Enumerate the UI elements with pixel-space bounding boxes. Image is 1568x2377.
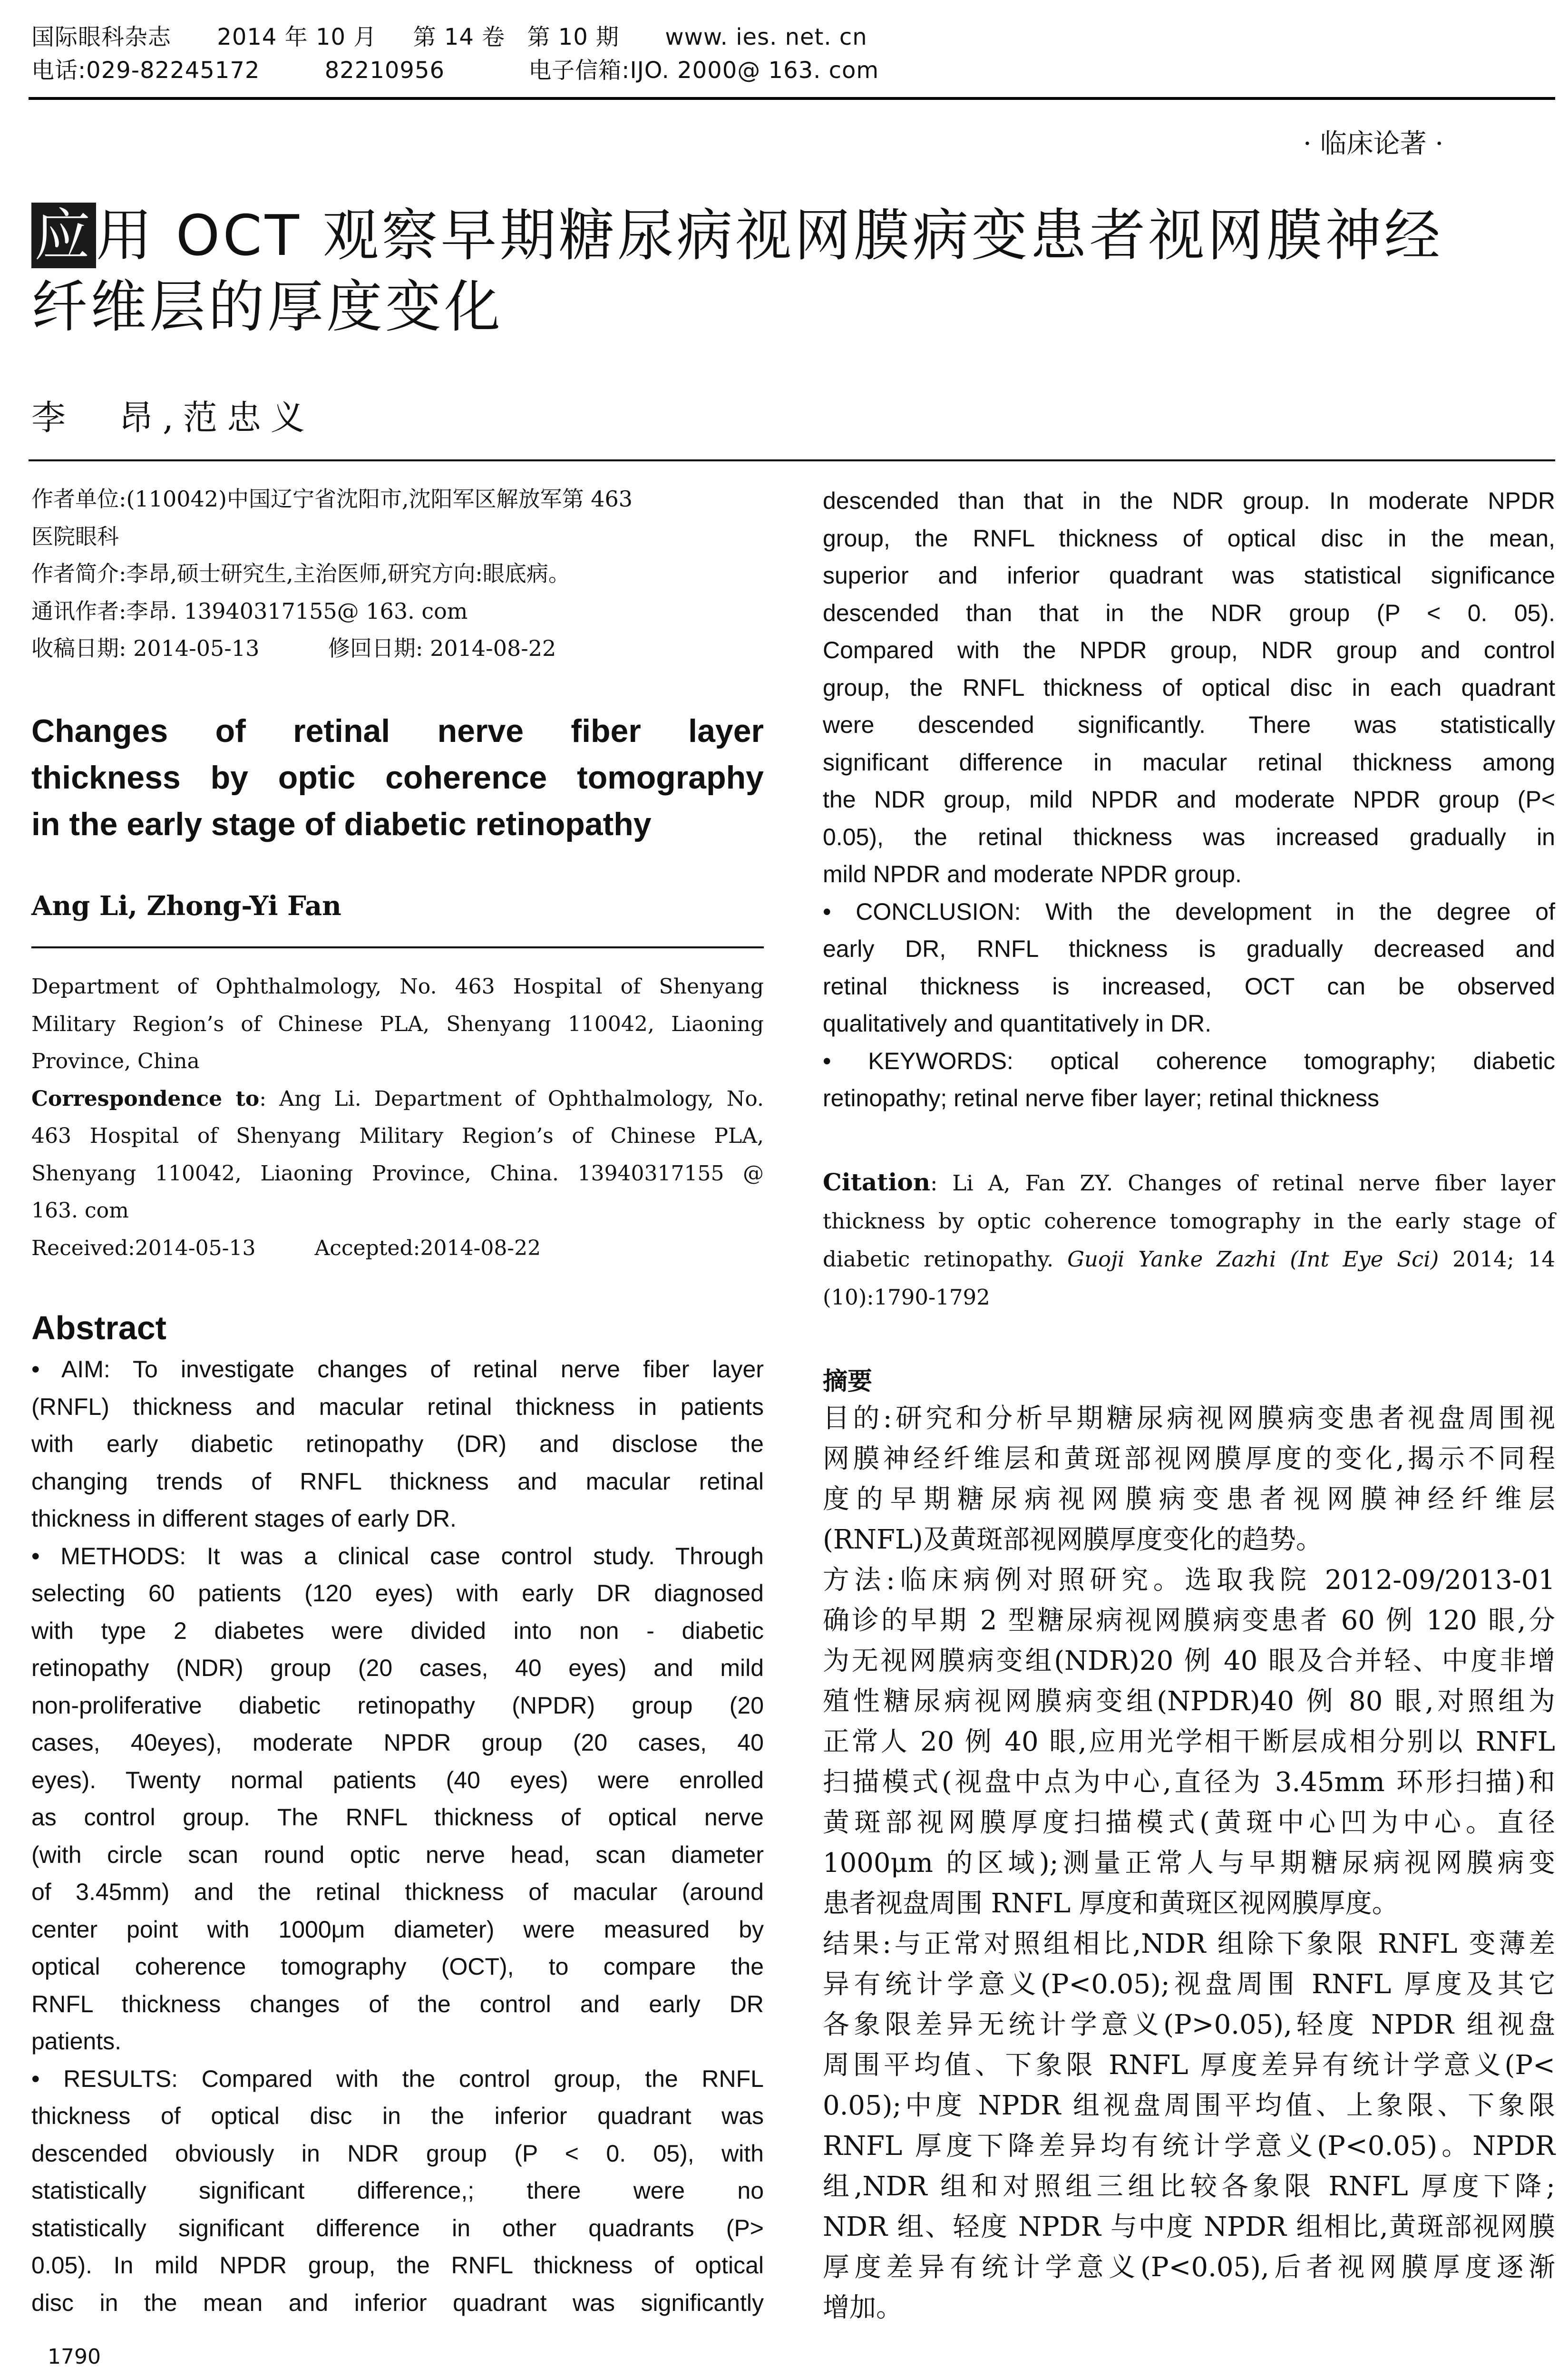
abstract-line: changing trends of RNFL thickness and macular retinal	[31, 1468, 764, 1495]
abstract-line: of 3.45mm) and the retinal thickness of macular (around	[31, 1879, 764, 1905]
header-rule	[29, 97, 1555, 100]
issue-date: 2014 年 10 月	[217, 24, 377, 50]
abstract-line: the NDR group, mild NPDR and moderate NPDR group (P<	[823, 786, 1555, 813]
zh-abstract-line: 0.05);中度 NPDR 组视盘周围平均值、上象限、下象限	[823, 2090, 1555, 2121]
zh-abstract-line: 方法:临床病例对照研究。选取我院 2012-09/2013-01	[823, 1565, 1555, 1596]
abstract-line: thickness in different stages of early DR.	[31, 1505, 457, 1532]
abstract-line: patients.	[31, 2028, 122, 2055]
affiliation-en	[31, 968, 764, 1267]
chinese-abstract-body	[823, 1398, 1555, 2328]
abstract-line: RNFL thickness changes of the control and early DR	[31, 1990, 764, 2017]
title-line-2: 纤维层的厚度变化	[31, 274, 504, 340]
abstract-line: retinal thickness is increased, OCT can be observed	[823, 973, 1555, 1000]
zh-abstract-line: 组,NDR 组和对照组三组比较各象限 RNFL 厚度下降;	[823, 2171, 1555, 2202]
zh-abstract-line: 黄斑部视网膜厚度扫描模式(黄斑中心凹为中心。直径	[823, 1807, 1555, 1838]
abstract-line: optical coherence tomography (OCT), to compare the	[31, 1953, 764, 1980]
abstract-left-body	[31, 1351, 764, 2321]
authors-rule	[29, 459, 1555, 461]
abstract-line: center point with 1000μm diameter) were measured by	[31, 1916, 764, 1943]
authors-en-rule	[31, 946, 764, 948]
dept-line-1: Department of Ophthalmology, No. 463 Hospital of Shenyang	[31, 974, 764, 999]
dept-line-3: Province, China	[31, 1049, 200, 1073]
revised-zh: 修回日期: 2014-08-22	[328, 635, 556, 661]
abstract-line: • METHODS: It was a clinical case control study. Through	[31, 1542, 764, 1569]
author-bio-zh: 作者简介:李昂,硕士研究生,主治医师,研究方向:眼底病。	[31, 561, 570, 586]
title-en-line-2: thickness by optic coherence tomography	[31, 760, 764, 796]
abstract-line: as control group. The RNFL thickness of optical nerve	[31, 1804, 764, 1831]
abstract-line: statistically significant difference in other quadrants (P>	[31, 2214, 764, 2241]
section-tag: · 临床论著 ·	[1303, 128, 1444, 159]
abstract-line: descended than that in the NDR group. In moderate NPDR	[823, 487, 1555, 514]
affiliation-zh-1: 作者单位:(110042)中国辽宁省沈阳市,沈阳军区解放军第 463	[31, 486, 633, 512]
citation-line-2: thickness by optic coherence tomography in the early stage of	[823, 1208, 1555, 1234]
authors-zh: 李 昂,范忠义	[31, 398, 314, 438]
abstract-line: • KEYWORDS: optical coherence tomography; diabetic	[823, 1047, 1555, 1074]
citation-block	[823, 1163, 1555, 1316]
abstract-line: • RESULTS: Compared with the control group, the RNFL	[31, 2065, 764, 2092]
corr-line-1	[31, 1081, 764, 1118]
abstract-line: early DR, RNFL thickness is gradually decreased and	[823, 935, 1555, 962]
abstract-line: eyes). Twenty normal patients (40 eyes) were enrolled	[31, 1766, 764, 1793]
title-line-1-text: 用 OCT 观察早期糖尿病视网膜病变患者视网膜神经	[96, 203, 1443, 268]
abstract-line: descended obviously in NDR group (P < 0. 05), with	[31, 2140, 764, 2167]
received-en: Received:2014-05-13	[31, 1236, 256, 1260]
abstract-line: thickness of optical disc in the inferior quadrant was	[31, 2103, 764, 2129]
abstract-heading: Abstract	[31, 1309, 166, 1346]
zh-abstract-line: 结果:与正常对照组相比,NDR 组除下象限 RNFL 变薄差	[823, 1929, 1555, 1959]
zh-abstract-line: 患者视盘周围 RNFL 厚度和黄斑区视网膜厚度。	[823, 1888, 1399, 1919]
abstract-line: Compared with the NPDR group, NDR group and control	[823, 637, 1555, 663]
abstract-line: group, the RNFL thickness of optical disc in each quadrant	[823, 674, 1555, 701]
corr-line-2: 463 Hospital of Shenyang Military Region’s of Chinese PLA,	[31, 1124, 764, 1148]
abstract-line: with type 2 diabetes were divided into non - diabetic	[31, 1617, 764, 1644]
corresponding-zh: 通讯作者:李昂. 13940317155@ 163. com	[31, 598, 468, 624]
abstract-line: cases, 40eyes), moderate NPDR group (20 cases, 40	[31, 1729, 764, 1756]
abstract-line: • AIM: To investigate changes of retinal nerve fiber layer	[31, 1356, 764, 1383]
zh-abstract-line: 目的:研究和分析早期糖尿病视网膜病变患者视盘周围视	[823, 1403, 1555, 1434]
abstract-line: (with circle scan round optic nerve head, scan diameter	[31, 1841, 764, 1868]
citation-text-3a: diabetic retinopathy.	[823, 1247, 1054, 1272]
abstract-line: retinopathy (NDR) group (20 cases, 40 eyes) and mild	[31, 1655, 764, 1681]
article-title-en	[31, 708, 764, 848]
abstract-line: descended than that in the NDR group (P < 0. 05).	[823, 599, 1555, 626]
title-en-line-1: Changes of retinal nerve fiber layer	[31, 713, 764, 749]
title-initial-box: 应	[31, 203, 96, 268]
dept-line-2: Military Region’s of Chinese PLA, Shenyang 110042, Liaoning	[31, 1012, 764, 1036]
chinese-abstract-heading: 摘要	[823, 1367, 873, 1396]
dates-zh	[31, 630, 764, 667]
left-column-meta	[31, 480, 764, 667]
phone-2: 82210956	[324, 57, 445, 84]
accepted-en: Accepted:2014-08-22	[314, 1236, 541, 1260]
zh-abstract-line: 周围平均值、下象限 RNFL 厚度差异有统计学意义(P<	[823, 2050, 1555, 2081]
issue: 第 10 期	[527, 24, 620, 50]
corr-label: Correspondence to	[31, 1086, 260, 1111]
abstract-line: superior and inferior quadrant was statistical significance	[823, 562, 1555, 589]
dates-en	[31, 1230, 764, 1267]
citation-line-3	[823, 1240, 1555, 1278]
zh-abstract-line: 扫描模式(视盘中点为中心,直径为 3.45mm 环形扫描)和	[823, 1767, 1555, 1798]
zh-abstract-line: 1000μm 的区域);测量正常人与早期糖尿病视网膜病变	[823, 1848, 1555, 1879]
abstract-line: (RNFL) thickness and macular retinal thickness in patients	[31, 1393, 764, 1420]
abstract-line: retinopathy; retinal nerve fiber layer; retinal thickness	[823, 1085, 1380, 1111]
abstract-line: 0.05). In mild NPDR group, the RNFL thickness of optical	[31, 2252, 764, 2279]
zh-abstract-line: 确诊的早期 2 型糖尿病视网膜病变患者 60 例 120 眼,分	[823, 1605, 1555, 1636]
abstract-line: selecting 60 patients (120 eyes) with early DR diagnosed	[31, 1580, 764, 1607]
zh-abstract-line: 异有统计学意义(P<0.05);视盘周围 RNFL 厚度及其它	[823, 1969, 1555, 2000]
citation-label: Citation	[823, 1168, 931, 1196]
title-line-1	[31, 200, 1553, 271]
zh-abstract-line: 正常人 20 例 40 眼,应用光学相干断层成相分别以 RNFL	[823, 1726, 1555, 1757]
abstract-line: non-proliferative diabetic retinopathy (NPDR) group (20	[31, 1692, 764, 1719]
abstract-line: statistically significant difference,; there were no	[31, 2177, 764, 2204]
zh-abstract-line: NDR 组、轻度 NPDR 与中度 NPDR 组相比,黄斑部视网膜	[823, 2211, 1555, 2242]
zh-abstract-line: 厚度差异有统计学意义(P<0.05),后者视网膜厚度逐渐	[823, 2252, 1555, 2283]
abstract-line: disc in the mean and inferior quadrant was significantly	[31, 2289, 764, 2316]
zh-abstract-line: 度的早期糖尿病视网膜病变患者视网膜神经纤维层	[823, 1484, 1555, 1515]
header-line-1	[31, 22, 1544, 52]
abstract-line: significant difference in macular retinal thickness among	[823, 749, 1555, 776]
corr-line-4: 163. com	[31, 1198, 129, 1223]
article-title-zh	[31, 200, 1553, 342]
citation-line-4: (10):1790-1792	[823, 1285, 990, 1310]
abstract-line: mild NPDR and moderate NPDR group.	[823, 861, 1242, 887]
corr-text-1: : Ang Li. Department of Ophthalmology, No.	[259, 1086, 764, 1111]
abstract-line: qualitatively and quantitatively in DR.	[823, 1010, 1212, 1037]
zh-abstract-line: RNFL 厚度下降差异均有统计学意义(P<0.05)。NPDR	[823, 2131, 1555, 2162]
volume: 第 14 卷	[413, 24, 506, 50]
zh-abstract-line: (RNFL)及黄斑部视网膜厚度变化的趋势。	[823, 1524, 1323, 1555]
page-number: 1790	[48, 2345, 101, 2369]
abstract-right-body	[823, 482, 1555, 1117]
citation-text-1: : Li A, Fan ZY. Changes of retinal nerve fiber layer	[930, 1170, 1555, 1196]
running-header	[31, 22, 1544, 86]
corr-line-3: Shenyang 110042, Liaoning Province, China. 13940317155 @	[31, 1161, 764, 1186]
abstract-line: 0.05), the retinal thickness was increased gradually in	[823, 823, 1555, 850]
abstract-line: with early diabetic retinopathy (DR) and disclose the	[31, 1431, 764, 1457]
title-en-line-3: in the early stage of diabetic retinopathy	[31, 806, 652, 842]
authors-en: Ang Li, Zhong-Yi Fan	[31, 890, 341, 922]
abstract-line: • CONCLUSION: With the development in the degree of	[823, 898, 1555, 925]
citation-line-1	[823, 1163, 1555, 1202]
received-zh: 收稿日期: 2014-05-13	[31, 635, 260, 661]
zh-abstract-line: 网膜神经纤维层和黄斑部视网膜厚度的变化,揭示不同程	[823, 1443, 1555, 1474]
abstract-line: group, the RNFL thickness of optical disc in the mean,	[823, 525, 1555, 552]
zh-abstract-line: 为无视网膜病变组(NDR)20 例 40 眼及合并轻、中度非增	[823, 1646, 1555, 1676]
journal-name: 国际眼科杂志	[31, 24, 172, 50]
phone: 电话:029-82245172	[31, 57, 260, 84]
abstract-line: were descended significantly. There was statistically	[823, 711, 1555, 738]
zh-abstract-line: 各象限差异无统计学意义(P>0.05),轻度 NPDR 组视盘	[823, 2009, 1555, 2040]
zh-abstract-line: 殖性糖尿病视网膜病变组(NPDR)40 例 80 眼,对照组为	[823, 1686, 1555, 1717]
zh-abstract-line: 增加。	[823, 2292, 903, 2323]
header-line-2	[31, 55, 1544, 86]
website[interactable]: www. ies. net. cn	[665, 24, 867, 50]
citation-journal: Guoji Yanke Zazhi (Int Eye Sci)	[1067, 1247, 1439, 1272]
citation-text-3c: 2014; 14	[1452, 1247, 1555, 1272]
affiliation-zh-2: 医院眼科	[31, 523, 119, 549]
email[interactable]: 电子信箱:IJO. 2000@ 163. com	[528, 57, 879, 84]
